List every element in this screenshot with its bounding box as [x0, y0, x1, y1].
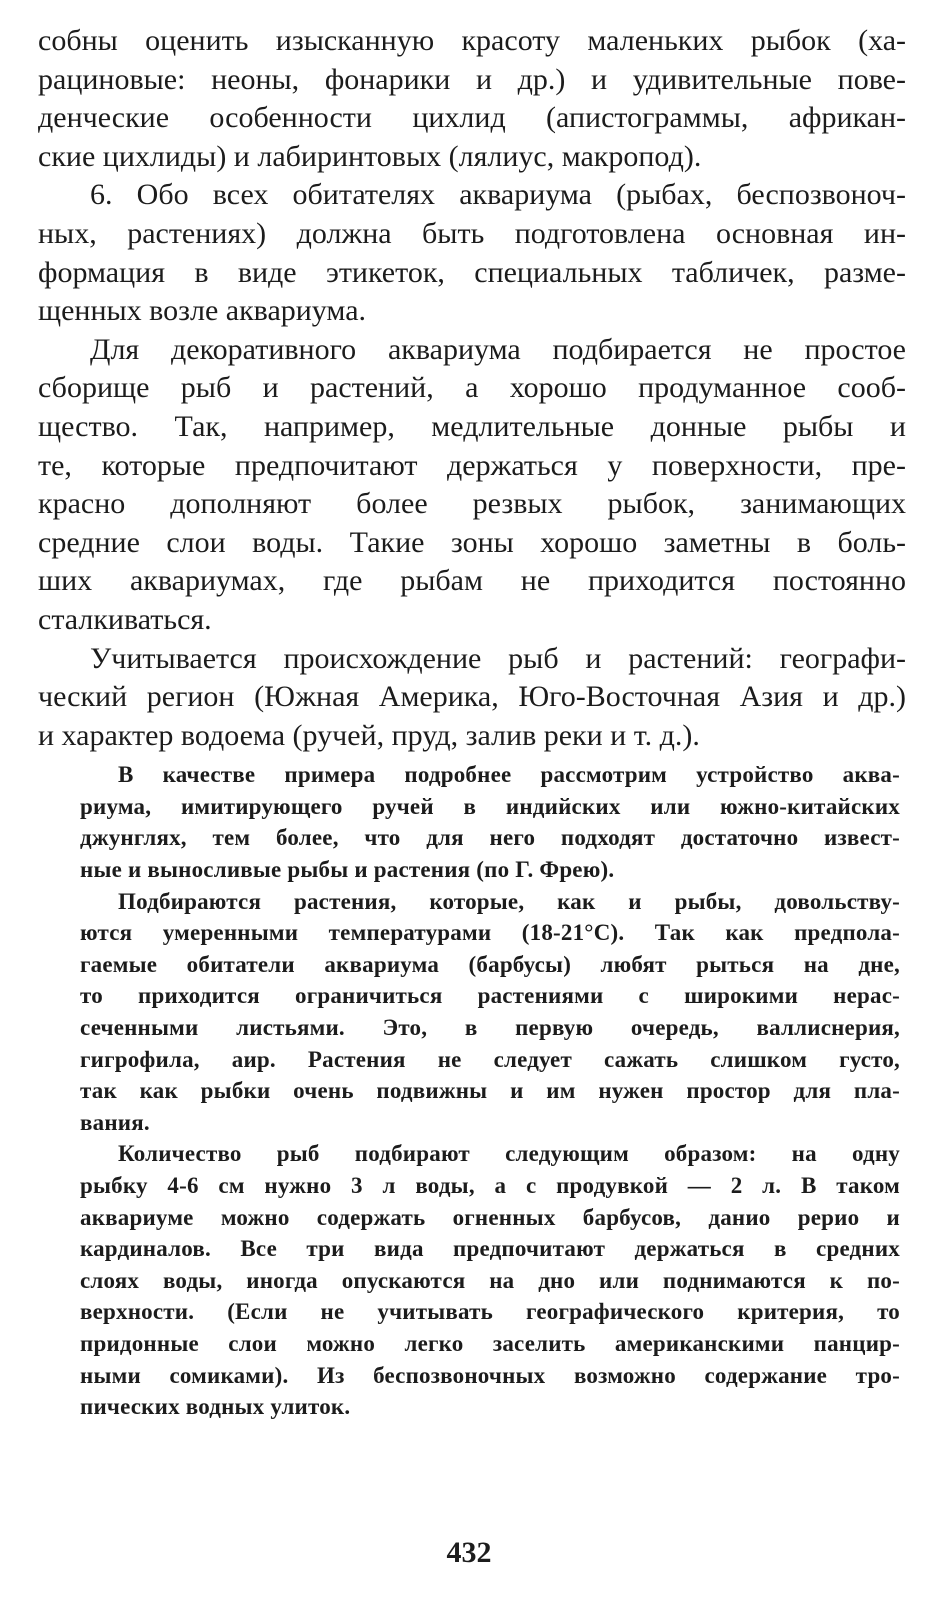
text-line: рациновые: неоны, фонарики и др.) и удивительные пове-: [38, 62, 906, 96]
text-line: формация в виде этикеток, специальных табличек, разме-: [38, 255, 906, 289]
small-text-line: ными сомиками). Из беспозвоночных возможно содержание тро-: [80, 1362, 900, 1388]
text-line: сталкиваться.: [38, 602, 212, 636]
text-line: те, которые предпочитают держаться у поверхности, пре-: [38, 448, 906, 482]
small-text-line: Количество рыб подбирают следующим образом: на одну: [118, 1141, 900, 1167]
page-number: 432: [446, 1536, 492, 1569]
small-text-line: так как рыбки очень подвижны и им нужен простор для пла-: [80, 1078, 900, 1104]
text-line: и характер водоема (ручей, пруд, залив реки и т. д.).: [38, 718, 700, 752]
small-text-line: Подбираются растения, которые, как и рыбы, довольству-: [118, 888, 900, 914]
text-line: ших аквариумах, где рыбам не приходится постоянно: [38, 564, 906, 598]
small-paragraph: [80, 1138, 900, 1422]
paragraph: [38, 331, 906, 640]
small-text-line: верхности. (Если не учитывать географического критерия, то: [80, 1299, 900, 1325]
small-text-line: рыбку 4-6 см нужно 3 л воды, а с продувкой — 2 л. В таком: [80, 1173, 900, 1198]
text-line: щенных возле аквариума.: [38, 294, 367, 328]
small-text-line: кардиналов. Все три вида предпочитают держаться в средних: [80, 1236, 900, 1262]
text-line: собны оценить изысканную красоту маленьких рыбок (ха-: [38, 24, 906, 57]
small-text-line: ные и выносливые рыбы и растения (по Г. Фрею).: [80, 857, 615, 883]
small-paragraph: [80, 886, 900, 1139]
paragraph: [38, 176, 906, 330]
small-text-line: то приходится ограничиться растениями с широкими нерас-: [80, 983, 900, 1009]
text-line: сборище рыб и растений, а хорошо продуманное сооб-: [38, 371, 906, 405]
text-line: Для декоративного аквариума подбирается не простое: [90, 332, 906, 366]
text-line: денческие особенности цихлид (апистограммы, африкан-: [38, 101, 906, 135]
small-text-line: придонные слои можно легко заселить американскими панцир-: [80, 1330, 900, 1356]
small-text-line: аквариуме можно содержать огненных барбусов, данио рерио и: [80, 1204, 900, 1230]
small-text-line: джунглях, тем более, что для него подходят достаточно извест-: [80, 825, 900, 851]
small-text-line: В качестве примера подробнее рассмотрим устройство аква-: [118, 762, 900, 788]
small-text-line: слоях воды, иногда опускаются на дно или поднимаются к по-: [80, 1267, 900, 1293]
small-text-line: сеченными листьями. Это, в первую очередь, валлиснерия,: [80, 1015, 900, 1041]
small-text-line: пических водных улиток.: [80, 1394, 351, 1420]
small-paragraph: [80, 759, 900, 885]
small-text-line: гаемые обитатели аквариума (барбусы) любят рыться на дне,: [80, 951, 900, 977]
text-line: ческий регион (Южная Америка, Юго-Восточная Азия и др.): [38, 680, 906, 714]
paragraph: [38, 640, 906, 756]
text-line: ские цихлиды) и лабиринтовых (лялиус, макропод).: [38, 139, 702, 173]
small-text-line: риума, имитирующего ручей в индийских или южно-китайских: [80, 793, 900, 819]
paragraph: [38, 22, 906, 176]
text-line: 6. Обо всех обитателях аквариума (рыбах, беспозвоноч-: [90, 178, 906, 212]
text-line: средние слои воды. Такие зоны хорошо заметны в боль-: [38, 525, 906, 559]
main-text-block: [38, 22, 906, 755]
small-print-block: [80, 759, 900, 1422]
small-text-line: ются умеренными температурами (18-21°С). Так как предпола-: [80, 920, 900, 946]
text-line: красно дополняют более резвых рыбок, занимающих: [38, 487, 906, 521]
book-page: [38, 22, 906, 1423]
text-line: ных, растениях) должна быть подготовлена основная ин-: [38, 216, 906, 250]
text-line: щество. Так, например, медлительные донные рыбы и: [38, 409, 906, 443]
text-line: Учитывается происхождение рыб и растений: географи-: [90, 641, 906, 675]
small-text-line: вания.: [80, 1109, 150, 1135]
small-text-line: гигрофила, аир. Растения не следует сажать слишком густо,: [80, 1046, 900, 1072]
